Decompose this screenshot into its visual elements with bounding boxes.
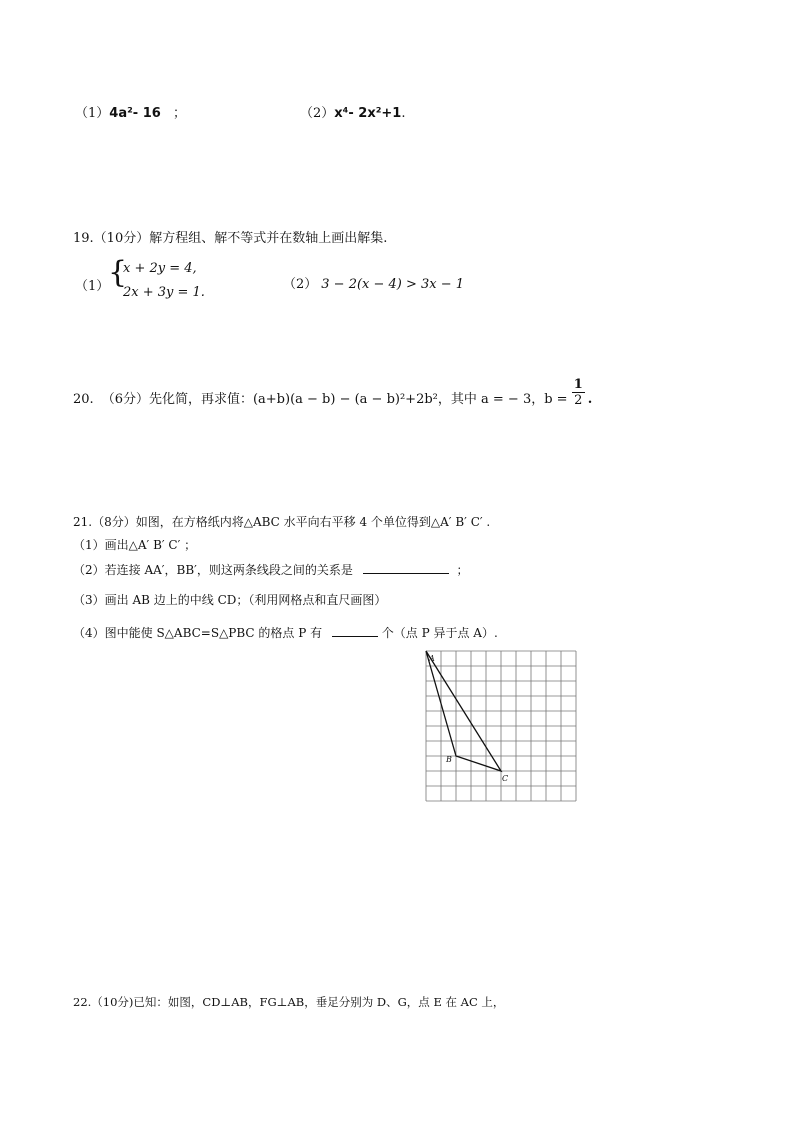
q22-text: 22.（10分)已知：如图，CD⊥AB，FG⊥AB，垂足分别为 D、G，点 E 在 AC 上， [73,995,505,1009]
q20-text: （6分）先化简，再求值：(a+b)(a − b) − (a − b)²+2b²，其中 a = − 3，b = [101,392,568,407]
q19-part1-label: （1） [75,279,110,294]
q20-fraction-numerator: 1 [573,377,583,392]
q19-part2 [283,273,464,292]
q20-end: . [587,392,593,407]
q20-fraction [572,378,585,407]
answer-blank[interactable] [363,561,449,574]
q18-part2-expression: x⁴- 2x²+1 [334,106,402,121]
q21-grid-figure [425,650,577,802]
q21-subquestion-4-end: 个（点 P 异于点 A）. [381,626,498,640]
grid-lines [426,651,576,801]
q19-part2-inequality: 3 − 2(x − 4) > 3x − 1 [321,277,465,292]
q20 [73,377,593,408]
q18-part2-label: （2） [300,106,335,121]
q21-subquestion-1: （1）画出△A′ B′ C′ ； [73,538,197,552]
q20-fraction-denominator: 2 [574,393,583,408]
q21-subquestion-2 [73,561,469,578]
q18-part2 [300,102,406,121]
q18-part1-separator: ； [172,106,186,121]
q21-subquestion-2-end: ； [456,563,469,577]
vertex-label-c: C [502,774,509,783]
q21-subquestion-3: （3）画出 AB 边上的中线 CD；（利用网格点和直尺画图） [73,593,387,607]
q19-title: 19.（10分）解方程组、解不等式并在数轴上画出解集. [73,231,388,246]
q18-part1-label: （1） [75,106,110,121]
q20-number: 20. [73,392,94,407]
q19-part2-label: （2） [283,277,318,292]
q19-equation-2: 2x + 3y = 1. [123,285,205,300]
q21-title: 21.（8分）如图，在方格纸内将△ABC 水平向右平移 4 个单位得到△A′ B′ C′ . [73,515,491,529]
q21-subquestion-2-text: （2）若连接 AA′，BB′，则这两条线段之间的关系是 [73,563,353,577]
vertex-label-a: A [429,654,435,663]
q19-system-brace: { [108,255,128,290]
q19-equation-1: x + 2y = 4, [123,261,197,276]
q21-subquestion-4-text: （4）图中能使 S△ABC=S△PBC 的格点 P 有 [73,626,323,640]
q18-part1-expression: 4a²- 16 [109,106,161,121]
vertex-label-b: B [446,755,452,764]
q18-part2-end: . [401,106,406,121]
answer-blank[interactable] [332,624,378,637]
q21-subquestion-4 [73,624,498,641]
q18-part1 [75,102,186,121]
